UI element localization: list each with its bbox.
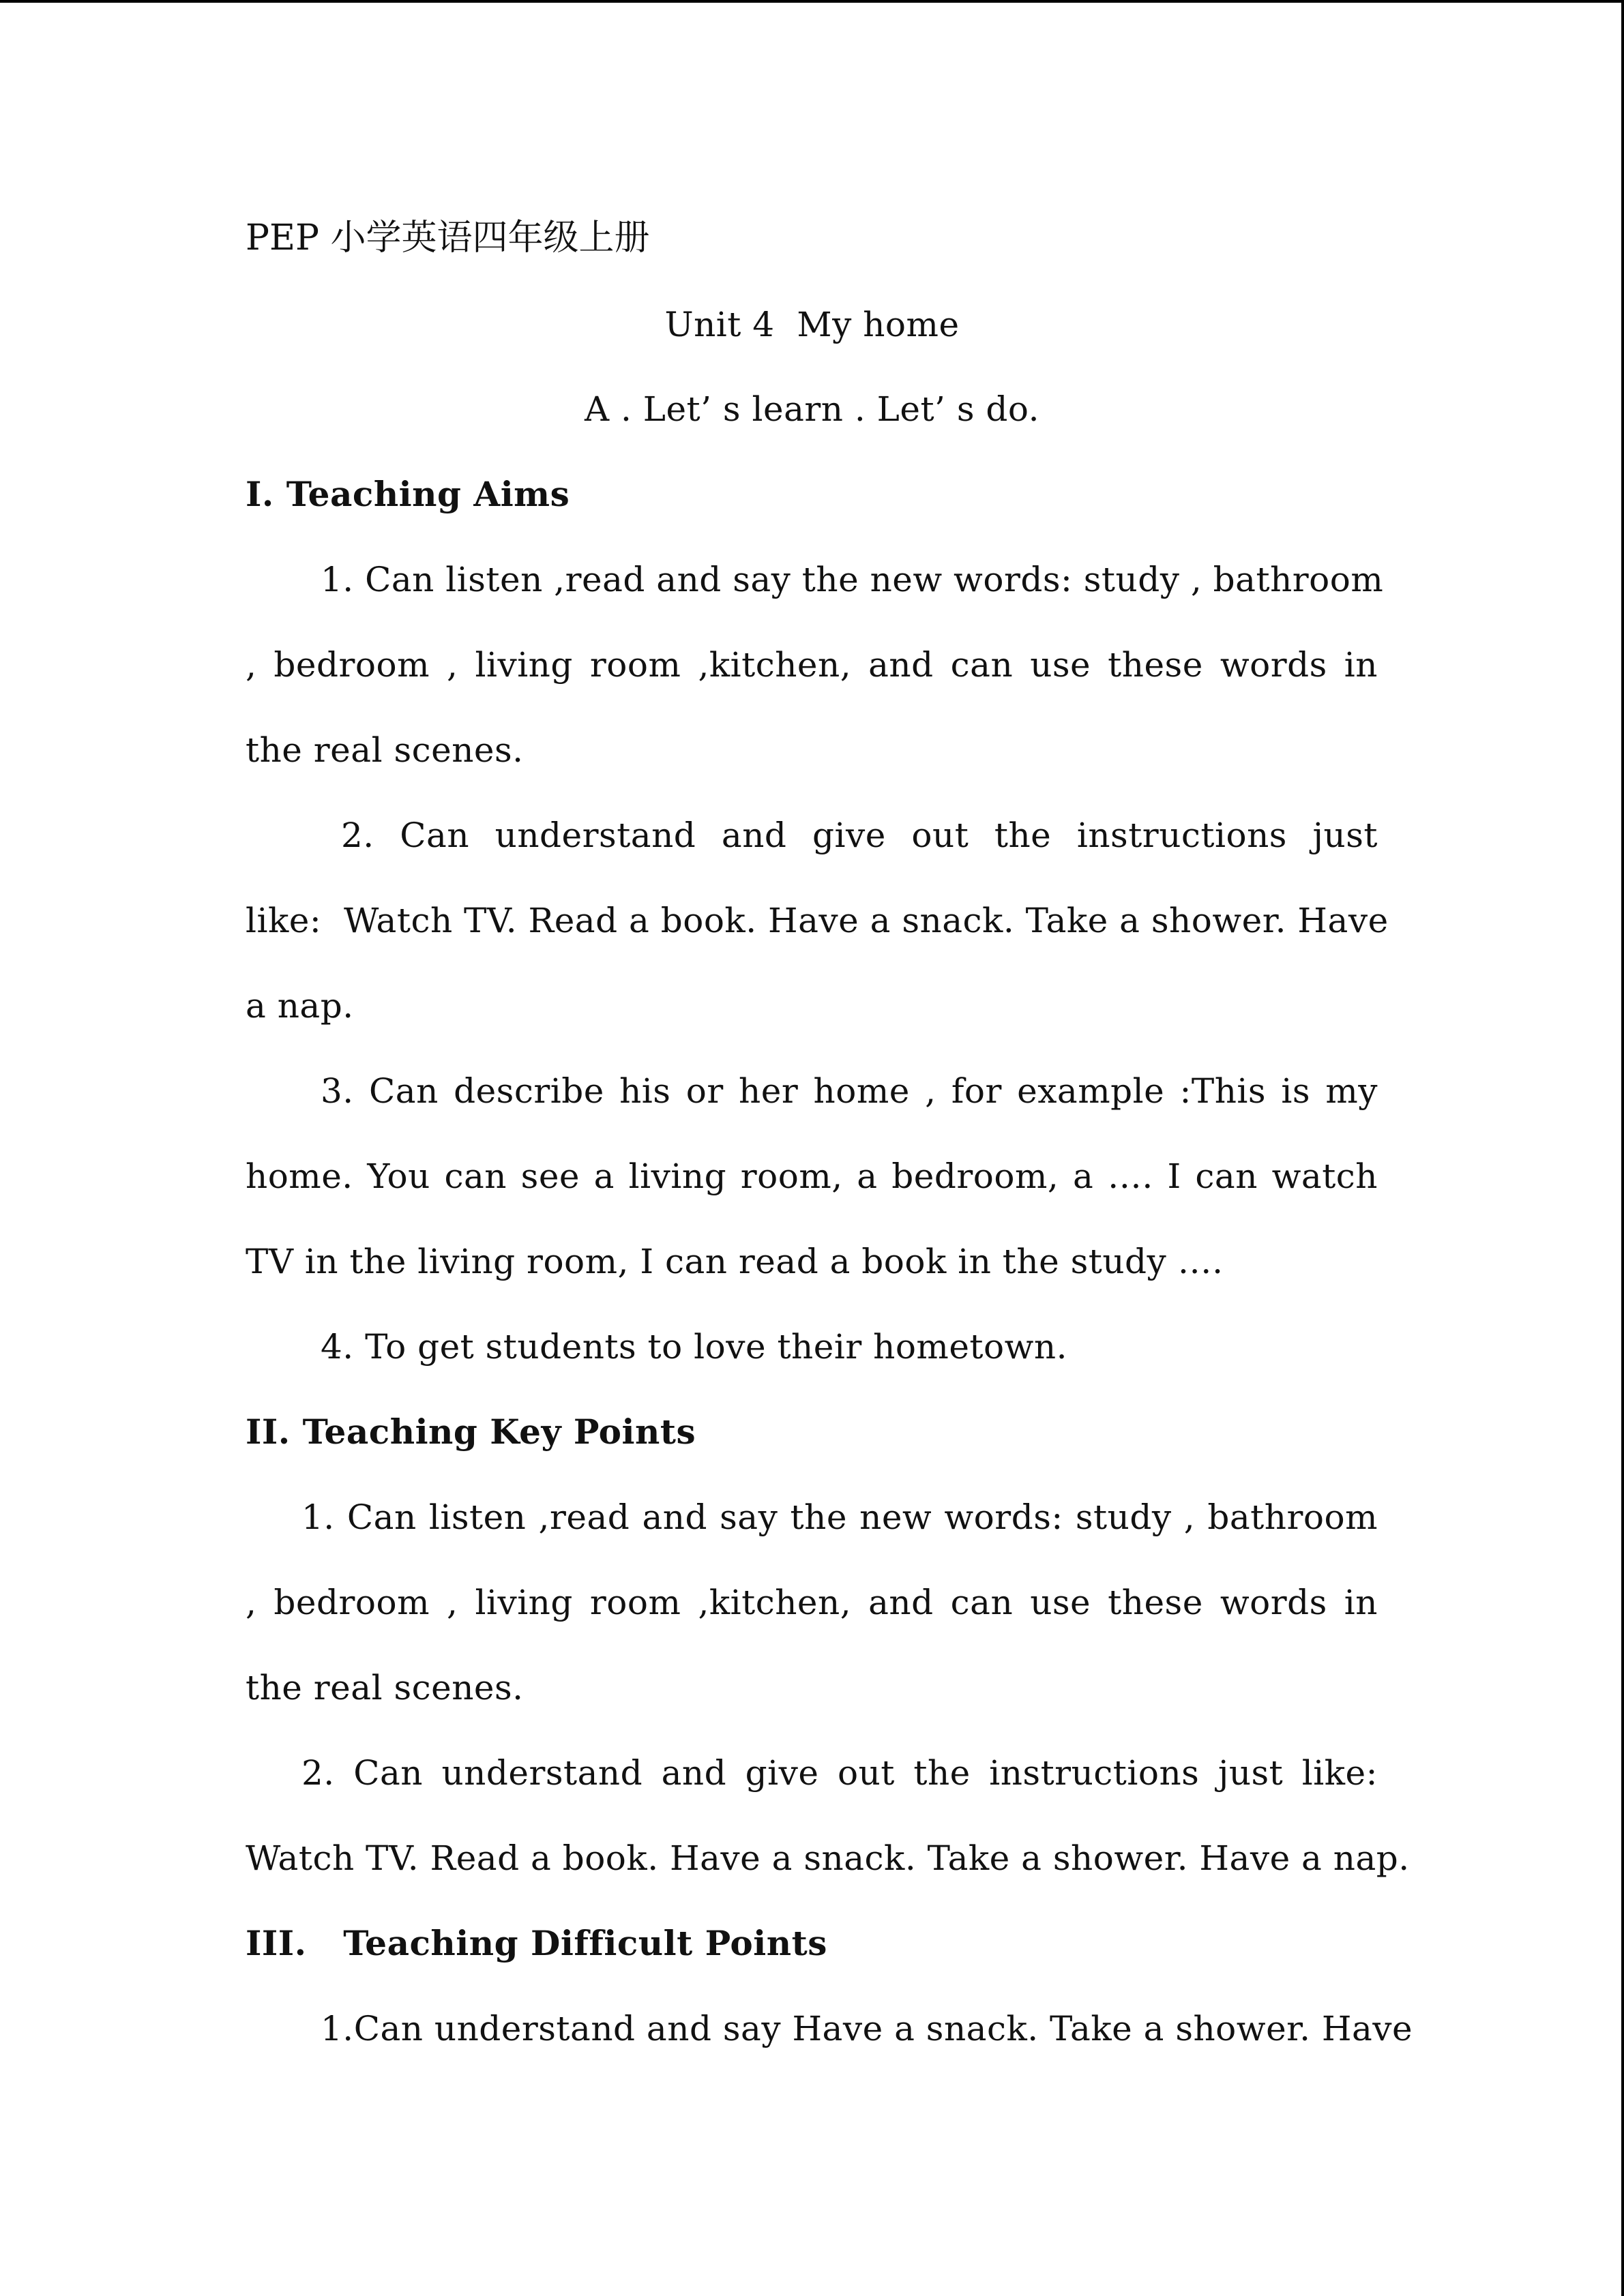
key-points-line-2: , bedroom , living room ,kitchen, and can use these words in — [246, 1583, 1378, 1622]
key-points-line-4: 2. Can understand and give out the instructions just like: — [301, 1753, 1378, 1793]
section-heading-teaching-aims: I. Teaching Aims — [246, 474, 570, 514]
aims-line-3: the real scenes. — [246, 730, 524, 770]
aims-line-5: like: Watch TV. Read a book. Have a snack. Take a shower. Have — [246, 901, 1389, 940]
section-heading-difficult-points: III. Teaching Difficult Points — [246, 1923, 827, 1963]
aims-line-1: 1. Can listen ,read and say the new words: study , bathroom — [321, 560, 1384, 599]
aims-line-4: 2. Can understand and give out the instructions just — [341, 816, 1378, 855]
section-heading-key-points: II. Teaching Key Points — [246, 1412, 696, 1452]
key-points-line-5: Watch TV. Read a book. Have a snack. Take a shower. Have a nap. — [246, 1838, 1410, 1878]
aims-line-7: 3. Can describe his or her home , for example :This is my — [321, 1071, 1378, 1111]
aims-line-10: 4. To get students to love their hometown. — [321, 1327, 1068, 1367]
aims-line-6: a nap. — [246, 986, 354, 1026]
key-points-line-3: the real scenes. — [246, 1668, 524, 1708]
aims-line-2: , bedroom , living room ,kitchen, and can use these words in — [246, 645, 1378, 685]
key-points-line-1: 1. Can listen ,read and say the new words: study , bathroom — [301, 1497, 1378, 1537]
unit-title: Unit 4 My home — [664, 305, 960, 344]
lesson-title: A . Let’ s learn . Let’ s do. — [584, 389, 1040, 429]
difficult-points-line-1: 1.Can understand and say Have a snack. Take a shower. Have — [321, 2009, 1413, 2048]
aims-line-8: home. You can see a living room, a bedroom, a …. I can watch — [246, 1157, 1378, 1196]
aims-line-9: TV in the living room, I can read a book in the study …. — [246, 1242, 1224, 1281]
document-title: PEP 小学英语四年级上册 — [246, 218, 650, 258]
